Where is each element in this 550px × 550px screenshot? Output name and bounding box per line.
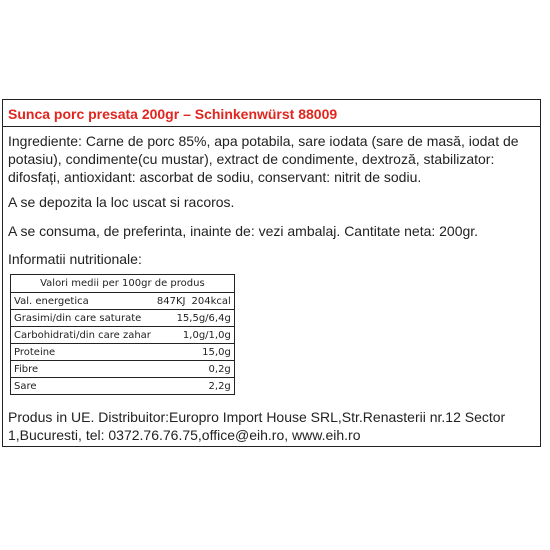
nutrition-row-protein: [11, 344, 235, 361]
nutrition-row-fat: [11, 310, 235, 327]
product-title: Sunca porc presata 200gr – Schinkenwürst 88009: [8, 106, 338, 122]
nutrition-table-header: Valori medii per 100gr de produs: [11, 275, 235, 293]
nutrition-label-salt: Sare: [11, 378, 154, 395]
producer-info: Produs in UE. Distribuitor:Europro Import House SRL,Str.Renasterii nr.12 Sector 1,Bucuresti, tel: 0372.76.76.75,office@eih.ro, www.eih.ro: [8, 409, 506, 443]
nutrition-row-salt: [11, 378, 235, 395]
nutrition-label-fat: Grasimi/din care saturate: [11, 310, 154, 327]
ingredients-text: Ingrediente: Carne de porc 85%, apa potabila, sare iodata (sare de masă, iodat de potasiu), condimente(cu mustar), extract de condimente, dextroză, stabilizator: difosfați, antioxidant: ascorbat de sodiu, conservant: nitrit de sodiu.: [8, 133, 519, 185]
energy-kj-value: 847KJ: [156, 295, 186, 307]
nutrition-label-energy: Val. energetica: [11, 293, 154, 310]
nutrition-value-salt: 2,2g: [154, 378, 234, 395]
nutrition-table-header-row: [11, 275, 235, 293]
storage-instructions: A se depozita la loc uscat si racoros.: [8, 194, 235, 210]
energy-kcal-value: 204kcal: [191, 295, 231, 307]
nutrition-value-protein: 15,0g: [154, 344, 234, 361]
nutrition-label-carbohydrates: Carbohidrati/din care zahar: [11, 327, 154, 344]
nutrition-label-fibre: Fibre: [11, 361, 154, 378]
nutrition-row-fibre: [11, 361, 235, 378]
title-divider: [3, 126, 540, 127]
nutrition-value-carbohydrates: 1,0g/1,0g: [154, 327, 234, 344]
nutrition-value-fat: 15,5g/6,4g: [154, 310, 234, 327]
nutrition-heading: Informatii nutritionale:: [8, 251, 142, 267]
nutrition-row-energy: [11, 293, 235, 310]
nutrition-table: [10, 274, 235, 395]
nutrition-row-carbohydrates: [11, 327, 235, 344]
best-before-text: A se consuma, de preferinta, inainte de: vezi ambalaj. Cantitate neta: 200gr.: [8, 223, 479, 239]
nutrition-value-energy: [154, 293, 234, 310]
nutrition-value-fibre: 0,2g: [154, 361, 234, 378]
nutrition-label-protein: Proteine: [11, 344, 154, 361]
product-label: [2, 99, 541, 447]
